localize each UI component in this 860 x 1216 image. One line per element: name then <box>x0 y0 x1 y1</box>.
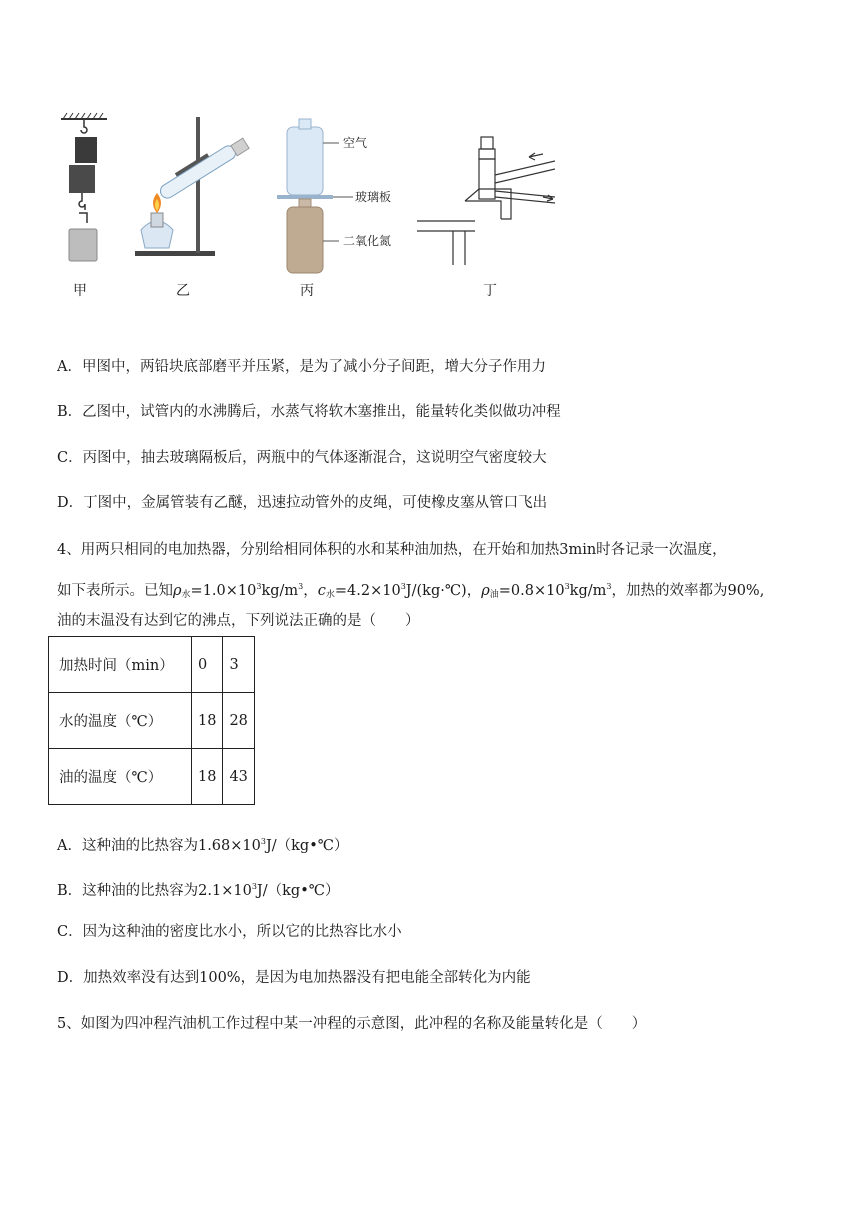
table-row <box>49 693 255 749</box>
q4-stem-line2: 如下表所示。已知$\rho_水=1.0\times 10^3kg/m^3$，$c_水=4.2\times 10^3J/(kg\cdot℃)$，$\rho_油=0.8\times 10^3kg/m^3$，加热的效率都为90%, <box>57 582 765 600</box>
temperature-table <box>48 636 255 805</box>
table-header-cell: 油的温度（℃） <box>49 749 192 805</box>
experiment-diagrams <box>55 105 555 305</box>
table-header-cell: 加热时间（min） <box>49 637 192 693</box>
table-row <box>49 637 255 693</box>
no2-label: 二氧化氮 <box>343 234 392 248</box>
table-row <box>49 749 255 805</box>
q3-option-b: B．乙图中，试管内的水沸腾后，水蒸气将软木塞推出，能量转化类似做功冲程 <box>57 404 561 420</box>
figure-label-yi: 乙 <box>176 283 190 299</box>
table-cell: 0 <box>192 637 223 693</box>
q4-option-a: A．这种油的比热容为$1.68\times 10^3J/(kg•℃)$ <box>57 837 349 854</box>
glass-plate-label: 玻璃板 <box>355 190 392 204</box>
table-cell: 43 <box>223 749 254 805</box>
test-tube-heating-diagram <box>135 117 249 256</box>
q4-option-b: B．这种油的比热容为$2.1\times 10^3J/(kg•℃)$ <box>57 882 340 899</box>
table-cell: 18 <box>192 749 223 805</box>
figure-label-bing: 丙 <box>300 283 314 299</box>
experiment-figures <box>55 105 555 305</box>
q3-option-a: A．甲图中，两铅块底部磨平并压紧，是为了减小分子间距，增大分子作用力 <box>57 359 546 375</box>
air-label: 空气 <box>343 136 368 150</box>
gas-diffusion-diagram <box>277 119 391 273</box>
q5-stem: 5、如图为四冲程汽油机工作过程中某一冲程的示意图，此冲程的名称及能量转化是（ ） <box>57 1016 647 1032</box>
figure-label-jia: 甲 <box>73 283 87 299</box>
q4-option-c: C．因为这种油的密度比水小，所以它的比热容比水小 <box>57 924 402 940</box>
metal-tube-friction-diagram <box>417 137 555 265</box>
table-cell: 3 <box>223 637 254 693</box>
table-cell: 28 <box>223 693 254 749</box>
q4-stem-line3: 油的末温没有达到它的沸点，下列说法正确的是（ ） <box>57 613 420 629</box>
q3-option-d: D．丁图中，金属管装有乙醚，迅速拉动管外的皮绳，可使橡皮塞从管口飞出 <box>57 495 548 511</box>
figure-label-ding: 丁 <box>483 283 497 299</box>
lead-blocks-diagram <box>61 113 107 261</box>
table-header-cell: 水的温度（℃） <box>49 693 192 749</box>
q3-option-c: C．丙图中，抽去玻璃隔板后，两瓶中的气体逐渐混合，这说明空气密度较大 <box>57 450 547 466</box>
q4-stem-line1: 4、用两只相同的电加热器，分别给相同体积的水和某种油加热，在开始和加热3min时各记录一次温度， <box>57 542 727 558</box>
q4-option-d: D．加热效率没有达到100%，是因为电加热器没有把电能全部转化为内能 <box>57 970 531 986</box>
table-cell: 18 <box>192 693 223 749</box>
